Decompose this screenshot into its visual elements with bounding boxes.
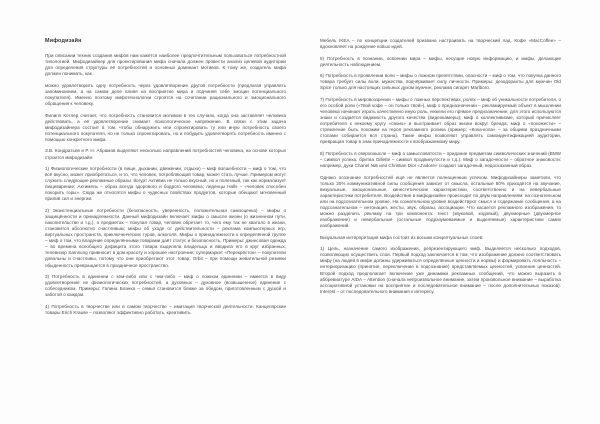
paragraph: 3) Потребность в единении с кем-либо или с чем-либо – миф о ложном единении – имеется в виду удовлетворение не физиологических потребностей, а духовных – духовное (возвышенное) единение с собеседником. Примеры: Галина Бланка – семья становится ближе за обедом, приготовленным с душой и заботой о каждом. [45,274,286,298]
paragraph: 2) Экзистенциальные потребности (безопасность, уверенность, положительная самооценка) – мифы о защищённости и принадлежности. Данный мифодизайн включает мифы о смысле жизни (о жизненном пути, накопительстве и т.д.), о предметах – покупая товар, человек обретает то, чего ему так не хватало в жизни, становится абсолютно счастливым; мифы об уходе от действительности – реклама компьютерных игр, виртуальных пространств, приключенческих туров, алкоголя. Мифы о принадлежности к определённой группе – миф о том, что владение определёнными товарами даёт статус и безопасность. Примеры: джинсовая одежда – во времена всеобщего дефицита этого товара выделяла владельца и вводила его в круг избранных; телевизор Samsung привносит в дом красоту и хорошее настроение; супермаркет «Перекрёсток» – покупатели довольны и счастливы, потому что они приобретают этот товар; Orbit – при помощи жевательной резинки обыденность превращается в праздничное пространство. [45,207,286,268]
paragraph: 5) Потребность в познании, освоении мира – мифы, несущие новую информацию, и мифы, делающие деятельность наблюдением. [320,55,561,67]
paragraph: 7) Потребность в мировоззрении – мифы о ложных перспективах, ролях – миф об уникальности потребителя, о его особой роли («Твой кофе – он только твой»), миф о предназначении – рекламируемый объект в мышлении человека начинает играть качественно иную роль, нежели его прямое предназначение, для этого используются знаки и создаётся видимость другого качества (видеокамеры); миф о коллективизме, который причисляет потребителя к некоему кругу «своих» и выстраивает образ жизни вокруг бренда; миф о «похожести» – стремление быть похожим на героя рекламного ролика (пример: «Кока-кола» – за общими праздничными столами собирается вся страна). Такие мифы позволяют управлять самоидентификацией аудитории, превращая товар в знак принадлежности к воображаемому миру. [320,96,561,145]
paragraph: Филипп Котлер считает, что потребность становится мотивом в тех случаях, когда она заставляет человека действовать, а её удовлетворение снимает психологическое напряжение. В связи с этим задача мифодизайнера состоит в том, чтобы обнаружить или спроектировать ту или иную потребность своего потенциального покупателя, но не только спроектировать, но и побудить удовлетворять потребность именно с помощью конкретного мифа. [45,112,286,142]
paragraph: З.В. Кондратьев и Р. Н. Абрамов выделяют несколько направлений потребностей человека, на основе которых строится мифодизайн: [45,148,286,160]
document-title: Мифодизайн [45,38,82,44]
paragraph: 6) Потребность в проявлении воли – мифы о ложном препятствии, опасности – миф о том, что покупка данного товара требует силы воли, мужества, подчёркивает силу личности. Примеры: дезодоранты для мужчин Old Spice только для настоящих сильных духом мужчин, реклама сигарет Marlboro. [320,73,561,91]
left-column [45,38,286,321]
paragraph: Визуальная интерпретация мифа состоит из восьми концептуальных слоев: [320,234,484,240]
paragraph: 8) Потребность в сверхсмысле – миф о замысловатости – придание предметам символических значений (BMW – символ успеха, бритва Gillette – символ продвинутости и т.д.). Миф о загадочности – обратное знаковости: например, духи Chanel №5 или Christian Dior «J'adore» создают загадочный, недосказанный образ. [320,150,561,169]
paragraph: 1) Физиологические потребности (в пище, дыхании, движении, отдыхе) – миф волшебности – миф о том, что всё вкусно, может приобретаться, и то, что человек, потребляющий товар, может стать лучше. Примером могут служить следующие рекламные образы: йогурт Активиа не только вкусный, но и полезный, так как нормализует пищеварение; Актимель – образ всегда здорового и бодрого человека; леденцы Halls – «человек способен покорить горы». Сюда же относятся мифы о чудесных свойствах продуктов, которые обещают мгновенный прилив сил и энергии. [45,166,286,202]
paragraph: можно удовлетворить одну потребность через удовлетворение другой потребности (предлагая управлять запоминанием, а на самом деле влияя на восприятие мира и подчиняя себе эмоции потенциального покупателя). Именно поэтому мифотехнологии строятся на сочетании рационального и эмоционального обращения к человеку. [45,82,286,107]
paragraph: 4) Потребность в творчестве или в самом творчестве – имитация творческой деятельности. Канцелярские товары Erich Krause – позволяют эффективно работать, креативить. [45,303,286,315]
paragraph: Однако осознание потребностей ещё не является полноценным успехом. Мифодизайнеры заметили, что только 20% коммуникативной силы сообщения зависит от смысла, остальные 80% приходятся на звучание, визуальные, эмоциональные, кинестетические характеристики, соответственно и на невербальные характеристики потребителя. Воздействие в мифодизайне происходит по двум направлениям: на сознательном или на подсознательном уровне. На сознательном уровне воздействуют смысл и содержание сообщения, а на подсознательном – интонация, жесты, звук, образы, ассоциации. Что касается рекламного изображения, то можно разделить рекламу на три компонента: текст (звуковой, кодовый), двухмерные (двухмерное изображение) и невербальные (остальные подразумеваемые и выделяемые) характеристики самих изображений. [320,174,561,229]
paragraph: Мебель IKEA – по концепции создателей призвана настраивать на творческий лад. Кофе «MacCoffee» – вдохновляет на рождение новых идей. [320,38,561,50]
paragraph: 1) Цель, назначение самого изображения, репрезентирующего миф. Выделяется несколько подходов, позволяющих осуществить слои. Первый подход заключается в том, что изображение должно соответствовать мифу (на людей в мифе должны удерживаться определённые ценности и нормы) и формировать лояльность – интериоризацию (принятие, переключение в подсознание) представляемых ценностей, усвоение ценностей. Второй подход предполагает включение уже динамики рекламных сообщений, что можно выразить в аббревиатуре AIDA – Attention (сначала непроизвольное внимание, затем произвольное внимание – выработка ассоциативной установки на восприятие и последовательное внимание – после дополнительных показов). Interest – от последовательного внимания к интересу. [320,246,561,294]
right-column [320,38,561,321]
paragraph: При описании техник создания мифов нам кажется наиболее предпочтительным пользоваться потребностной типологией. Мифодизайнер для проектирования мифа сначала должен провести анализ целевой аудитории для определения структуры её потребностей и основных доминант мотивов. К тому же, создатель мифа должен понимать, как [45,53,286,77]
